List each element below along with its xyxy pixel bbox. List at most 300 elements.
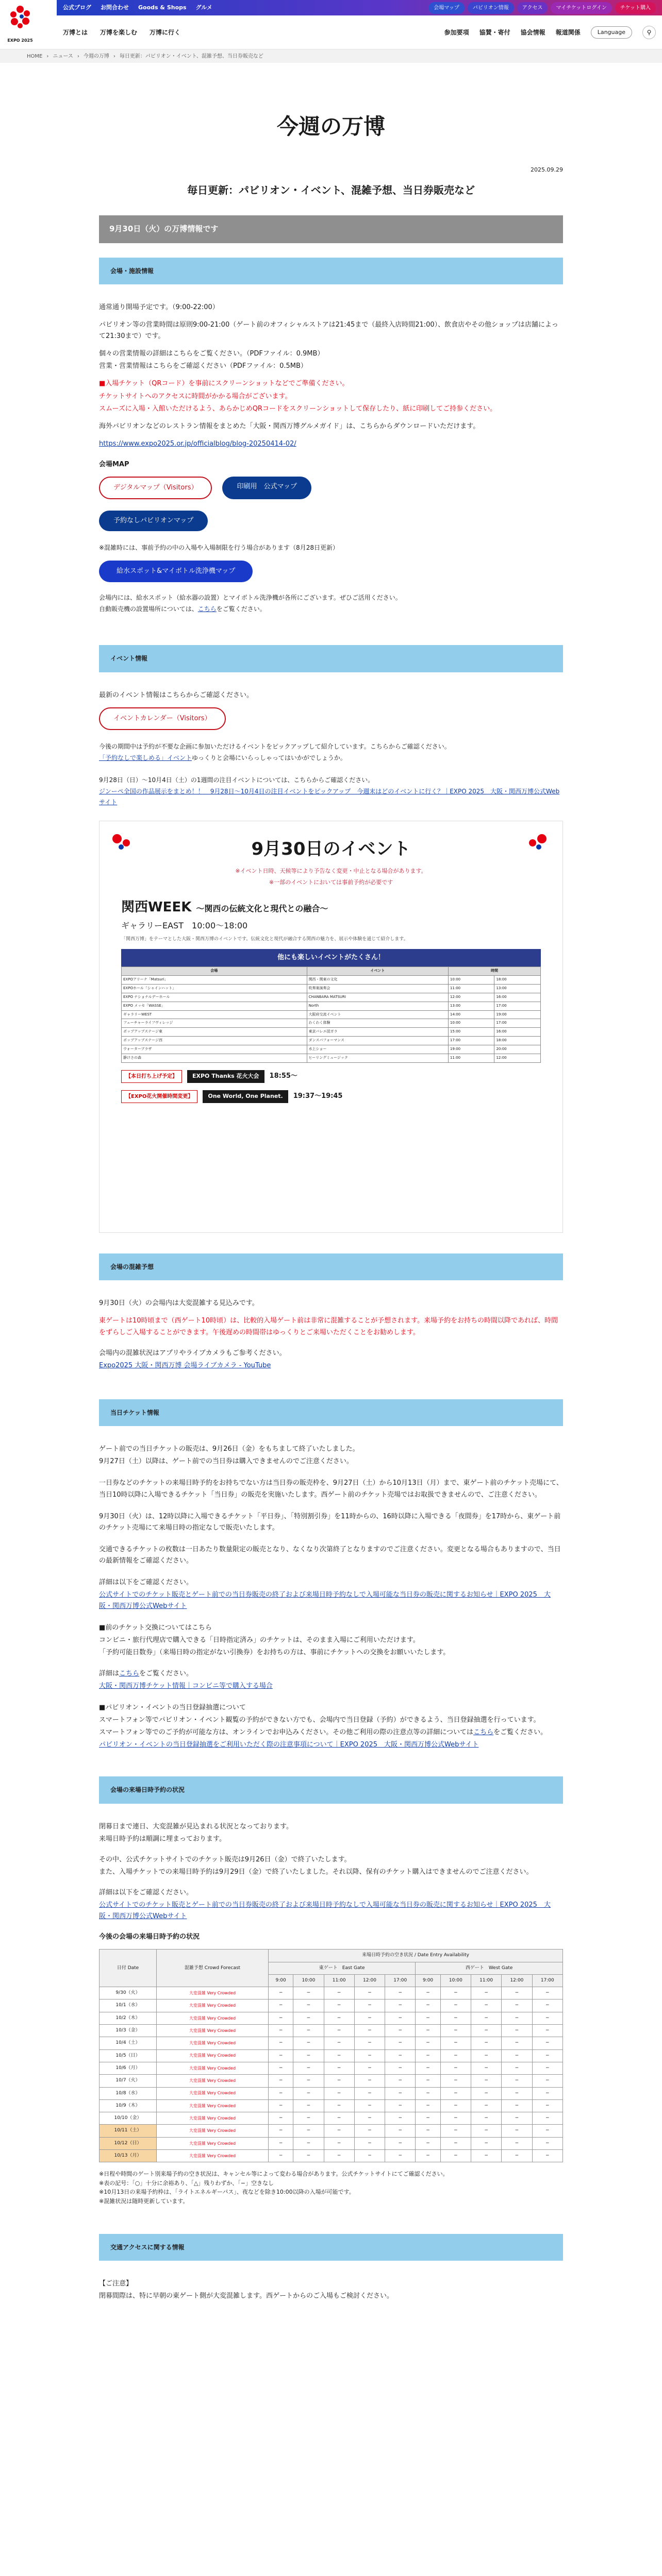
availability-cell: − <box>440 1987 471 1999</box>
poster-event-cell: 10:00 <box>448 976 494 985</box>
decor-dots-icon <box>521 832 552 852</box>
poster-event-cell: 16:00 <box>494 1028 541 1037</box>
poster-event-cell: 水上ショー <box>307 1045 448 1054</box>
reservation-row <box>100 2049 563 2062</box>
availability-cell: − <box>440 2099 471 2112</box>
poster-description: 「関西万博」をテーマとした大阪・関西万博のイベントです。伝統文化と現代が融合する関西の魅力を、展示や体験を通じて紹介します。 <box>121 936 408 942</box>
pill-myticket[interactable]: マイチケットログイン <box>551 2 611 14</box>
no-reservation-map-button[interactable]: 予約なしパビリオンマップ <box>99 511 208 531</box>
slot-header: 17:00 <box>532 1974 562 1987</box>
crowd-forecast: 大変混雑 Very Crowded <box>157 2087 269 2099</box>
availability-cell: − <box>324 2137 354 2149</box>
poster-kansai-week: 関西WEEK <box>121 900 192 916</box>
crowd-forecast: 大変混雑 Very Crowded <box>157 2137 269 2149</box>
fireworks-change-time: 19:37〜19:45 <box>293 1092 343 1100</box>
availability-cell: − <box>416 2062 440 2074</box>
search-icon[interactable]: ⚲ <box>642 26 656 39</box>
availability-cell: − <box>471 2150 502 2162</box>
poster-event-cell: 東京バレエ団ガラ <box>307 1028 448 1037</box>
availability-cell: − <box>293 2087 324 2099</box>
crowd-forecast: 大変混雑 Very Crowded <box>157 2012 269 2024</box>
availability-cell: − <box>471 1999 502 2012</box>
site-header <box>0 0 662 49</box>
availability-cell: − <box>471 2062 502 2074</box>
availability-cell: − <box>416 1999 440 2012</box>
pill-map[interactable]: 会場マップ <box>428 2 465 14</box>
ticket-notice-link[interactable]: 公式サイトでのチケット販売とゲート前での当日券販売の終了および来場日時予約なしで入場可能な当日券の販売に関するお知らせ｜EXPO 2025 大阪・関西万博公式Webサイト <box>99 1591 551 1611</box>
poster-event-cell: 11:00 <box>448 1054 494 1063</box>
poster-event-cell: 吹奏楽演奏会 <box>307 984 448 993</box>
article-content <box>99 108 563 2329</box>
availability-cell: − <box>532 2099 562 2112</box>
ticket-p: ■前のチケット交換についてはこちら <box>99 1624 212 1632</box>
hours-line: パビリオン等の営業時間は原則9:00-21:00（ゲート前のオフィシャルストアは21:45まで（最終入店時間21:00）、飲食店やその他ショップは店舗によって21:30まで）です。 <box>99 321 558 341</box>
availability-cell: − <box>354 2075 385 2087</box>
availability-cell: − <box>502 2150 532 2162</box>
event-calendar-button[interactable]: イベントカレンダー（Visitors） <box>99 707 226 730</box>
availability-cell: − <box>293 2137 324 2149</box>
crowd-lead: 9月30日（火）の会場内は大変混雑する見込みです。 <box>99 1299 259 1308</box>
reservation-table <box>99 1949 563 2162</box>
reservation-date: 10/4（土） <box>100 2037 157 2049</box>
availability-cell: − <box>385 2012 416 2024</box>
availability-cell: − <box>385 2150 416 2162</box>
availability-cell: − <box>440 2125 471 2137</box>
reservation-date: 10/6（月） <box>100 2062 157 2074</box>
reservation-row <box>100 1999 563 2012</box>
availability-cell: − <box>502 2099 532 2112</box>
nav-association[interactable]: 協会情報 <box>520 28 545 36</box>
availability-cell: − <box>293 2150 324 2162</box>
poster-event-cell: 大阪府交流イベント <box>307 1010 448 1019</box>
events-note-rest: ゆっくりと会場にいらっしゃってはいかがでしょうか。 <box>192 754 346 762</box>
section-hours-title: 会場・施設情報 <box>99 258 563 284</box>
availability-cell: − <box>324 2125 354 2137</box>
availability-cell: − <box>440 2037 471 2049</box>
availability-cell: − <box>502 2037 532 2049</box>
availability-cell: − <box>324 2075 354 2087</box>
live-camera-link[interactable]: Expo2025 大阪・関西万博 会場ライブカメラ - YouTube <box>99 1361 271 1369</box>
availability-cell: − <box>502 2062 532 2074</box>
availability-cell: − <box>268 2150 293 2162</box>
reservation-date: 10/11（土） <box>100 2125 157 2137</box>
availability-cell: − <box>324 2037 354 2049</box>
reservation-date: 10/10（金） <box>100 2112 157 2125</box>
reservation-row <box>100 2137 563 2149</box>
availability-cell: − <box>440 2112 471 2125</box>
top-link-blog[interactable]: 公式ブログ <box>63 4 91 11</box>
water-note: 会場内には、給水スポット（給水器の設置）とマイボトル洗浄機が各所にございます。ぜひご活用ください。 <box>99 594 402 601</box>
reservation-row <box>100 2075 563 2087</box>
reservation-note: ※10月13日の来場予約枠は、「ライトエネルギーパス」、夜などを除き10:00以降の入場が可能です。 <box>99 2189 355 2196</box>
poster-event-cell: 14:00 <box>448 1010 494 1019</box>
language-button[interactable]: Language <box>591 26 632 39</box>
ticket-p: 交通できるチケットの枚数は一日あたり数量限定の販売となり、なくなり次第終了となりますのでご注意ください。変更となる場合もありますので、当日の最新情報をご確認ください。 <box>99 1545 561 1565</box>
page-subtitle: 毎日更新：パビリオン・イベント、混雑予想、当日券販売など <box>187 184 475 197</box>
availability-cell: − <box>324 2099 354 2112</box>
availability-cell: − <box>324 1987 354 1999</box>
availability-cell: − <box>385 2099 416 2112</box>
availability-cell: − <box>385 1987 416 1999</box>
fireworks-tag: 【本日打ち上げ予定】 <box>121 1070 182 1083</box>
reservation-note: ※表の記号：「○」十分に余裕あり、「△」残りわずか、「−」空きなし <box>99 2179 274 2187</box>
ticket-p: スマートフォン等でのご予約が可能な方は、オンラインでお申込みください。その他ご利用の際の注意点等の詳細については <box>99 1728 474 1736</box>
availability-cell: − <box>385 2087 416 2099</box>
section-access-title: 交通アクセスに関する情報 <box>99 2234 563 2261</box>
slot-header: 12:00 <box>502 1974 532 1987</box>
availability-cell: − <box>471 2025 502 2037</box>
availability-cell: − <box>385 2062 416 2074</box>
breadcrumb-news[interactable]: ニュース <box>53 53 73 59</box>
availability-cell: − <box>354 2125 385 2137</box>
availability-cell: − <box>502 2025 532 2037</box>
reservation-note: ※日程や時間のゲート別来場予約の空き状況は、キャンセル等によって変わる場合があります。公式チケットサイトにてご確認ください。 <box>99 2171 449 2178</box>
publish-date: 2025.09.29 <box>531 166 563 174</box>
poster-event-cell: 静けさの森 <box>122 1054 307 1063</box>
availability-cell: − <box>532 2062 562 2074</box>
day-banner: 9月30日（火）の万博情報です <box>99 215 563 243</box>
decor-dots-icon <box>110 832 141 852</box>
reservation-row <box>100 2037 563 2049</box>
availability-cell: − <box>385 2075 416 2087</box>
slot-header: 9:00 <box>416 1974 440 1987</box>
access-body: 閉幕間際は、特に早朝の東ゲート側が大変混雑します。西ゲートからのご入場もご検討ください。 <box>99 2292 393 2300</box>
availability-cell: − <box>440 1999 471 2012</box>
convenience-ticket-link[interactable]: 大阪・関西万博チケット情報｜コンビニ等で購入する場合 <box>99 1682 273 1690</box>
availability-cell: − <box>502 2112 532 2125</box>
availability-cell: − <box>416 2012 440 2024</box>
availability-cell: − <box>532 2137 562 2149</box>
poster-col-header: 時間 <box>448 967 540 976</box>
section-crowd-title: 会場の混雑予想 <box>99 1253 563 1280</box>
crowd-forecast: 大変混雑 Very Crowded <box>157 2099 269 2112</box>
ticket-warning: スムーズに入場・入館いただけるよう、あらかじめQRコードをスクリーンショットして保存したり、紙に印刷してご持参ください。 <box>99 404 497 413</box>
availability-cell: − <box>471 2125 502 2137</box>
slot-header: 11:00 <box>471 1974 502 1987</box>
availability-cell: − <box>440 2049 471 2062</box>
vending-link[interactable]: こちら <box>197 605 217 613</box>
ticket-detail-link[interactable]: こちら <box>119 1669 140 1677</box>
col-crowd: 混雑予想 Crowd Forecast <box>157 1950 269 1987</box>
reservation-date: 10/7（火） <box>100 2075 157 2087</box>
crowd-forecast: 大変混雑 Very Crowded <box>157 2150 269 2162</box>
poster-event-row <box>122 1045 541 1054</box>
availability-cell: − <box>268 2137 293 2149</box>
weekly-events-link[interactable]: ジンーペ全国の作品展示をまとめ！！ 9月28日〜10月4日の注目イベントをピックアップ 今週末はどのイベントに行く？｜EXPO 2025 大阪・関西万博公式Webサイト <box>99 788 560 806</box>
ticket-p: 「予約可能日数券」（来場日時の指定がない引換券）をお持ちの方は、事前にチケットへの交換をお願いいたします。 <box>99 1649 450 1657</box>
availability-cell: − <box>471 2087 502 2099</box>
availability-cell: − <box>324 2062 354 2074</box>
availability-cell: − <box>502 2075 532 2087</box>
gourmet-guide-link[interactable]: https://www.expo2025.or.jp/officialblog/blog-20250414-02/ <box>99 439 296 448</box>
vending-note-end: をご覧ください。 <box>216 605 266 613</box>
poster-event-cell: 15:00 <box>448 1028 494 1037</box>
availability-cell: − <box>293 2037 324 2049</box>
availability-cell: − <box>532 2087 562 2099</box>
poster-event-cell: 13:00 <box>494 984 541 993</box>
map-label: 会場MAP <box>99 460 129 468</box>
breadcrumb-home[interactable]: HOME <box>27 53 43 59</box>
poster-event-row <box>122 1019 541 1028</box>
poster-event-cell: North <box>307 1002 448 1010</box>
fireworks-time: 18:55〜 <box>269 1072 297 1080</box>
no-reservation-events-link[interactable]: 「予約なしで楽しめる」イベント <box>99 754 192 762</box>
fireworks-change-title: One World, One Planet. <box>203 1090 288 1103</box>
availability-cell: − <box>532 2112 562 2125</box>
crowd-forecast: 大変混雑 Very Crowded <box>157 2062 269 2074</box>
availability-cell: − <box>268 2099 293 2112</box>
reservation-row <box>100 2025 563 2037</box>
poster-col-header: イベント <box>307 967 448 976</box>
availability-cell: − <box>324 2049 354 2062</box>
crowd-forecast: 大変混雑 Very Crowded <box>157 2037 269 2049</box>
poster-time: 10:00〜18:00 <box>192 921 248 931</box>
availability-cell: − <box>471 2049 502 2062</box>
reserve-p: また、入場チケットでの来場日時予約は9月29日（金）で終了いたしました。それ以降、保有のチケット購入はできませんのでご注意ください。 <box>99 1868 533 1876</box>
reservation-row <box>100 2150 563 2162</box>
logo-text: EXPO 2025 <box>7 38 33 43</box>
top-link-contact[interactable]: お問合わせ <box>101 4 129 11</box>
availability-cell: − <box>354 2150 385 2162</box>
poster-note: ※イベント日時、天候等により予告なく変更・中止となる場合があります。 <box>235 867 427 874</box>
breadcrumb: HOME › ニュース › 今週の万博 › 毎日更新：パビリオン・イベント、混雑予想、当日券販売など <box>0 49 662 63</box>
poster-band: 他にも楽しいイベントがたくさん！ <box>121 949 541 967</box>
availability-cell: − <box>385 2049 416 2062</box>
poster-event-cell: ギャラリーWEST <box>122 1010 307 1019</box>
reserve-p: 来場日時予約は順調に埋まっております。 <box>99 1835 226 1843</box>
availability-cell: − <box>440 2075 471 2087</box>
reservation-row <box>100 2012 563 2024</box>
availability-cell: − <box>440 2012 471 2024</box>
reservation-date: 10/1（水） <box>100 1999 157 2012</box>
availability-cell: − <box>416 2087 440 2099</box>
availability-cell: − <box>293 2062 324 2074</box>
availability-cell: − <box>268 2037 293 2049</box>
vending-note: 自動販売機の設置場所については、 <box>99 605 198 613</box>
poster-event-cell: 17:00 <box>494 1002 541 1010</box>
events-note: 今後の期間中は予約が不要な企画に参加いただけるイベントをピックアップして紹介しています。こちらからご確認ください。 <box>99 743 451 751</box>
poster-event-cell: ポップアップステージ西 <box>122 1037 307 1045</box>
availability-cell: − <box>385 2025 416 2037</box>
gourmet-guide-text: 海外パビリオンなどのレストラン情報をまとめた「大阪・関西万博グルメガイド」は、こちらからダウンロードいただけます。 <box>99 422 480 430</box>
reservation-row <box>100 2087 563 2099</box>
poster-event-cell: CHANBARA MATSURI <box>307 993 448 1002</box>
availability-cell: − <box>293 2075 324 2087</box>
events-lead: 最新のイベント情報はこちらからご確認ください。 <box>99 691 254 699</box>
breadcrumb-current: 毎日更新：パビリオン・イベント、混雑予想、当日券販売など <box>119 53 263 59</box>
crowd-forecast: 大変混雑 Very Crowded <box>157 2049 269 2062</box>
ticket-p: スマートフォン等でパビリオン・イベント観覧の予約ができない方でも、会場内で当日登録（予約）ができるよう、当日登録抽選を行っています。 <box>99 1716 540 1724</box>
poster-event-row <box>122 984 541 993</box>
slot-header: 10:00 <box>293 1974 324 1987</box>
crowd-link-lead: 会場内の混雑状況はアプリやライブカメラもご参考ください。 <box>99 1349 286 1357</box>
availability-cell: − <box>293 2025 324 2037</box>
pill-access[interactable]: アクセス <box>517 2 548 14</box>
poster-note: ※一部のイベントにおいては事前予約が必要です <box>269 879 393 886</box>
nav-sponsor[interactable]: 協賛・寄付 <box>479 28 510 36</box>
nav-participate[interactable]: 参加要項 <box>444 28 469 36</box>
poster-event-cell: 関西・関東の文化 <box>307 976 448 985</box>
availability-cell: − <box>502 2012 532 2024</box>
ticket-warning: ■入場チケット（QRコード）を事前にスクリーンショットなどでご準備ください。 <box>99 380 349 388</box>
availability-cell: − <box>354 2049 385 2062</box>
availability-cell: − <box>354 2099 385 2112</box>
availability-cell: − <box>416 2037 440 2049</box>
poster-event-cell: 18:00 <box>494 976 541 985</box>
expo-logo[interactable] <box>7 4 33 42</box>
ticket-p: コンビニ・旅行代理店で購入できる「日時指定済み」のチケットは、そのまま入場にご利用いただけます。 <box>99 1636 420 1645</box>
poster-event-cell: 20:00 <box>494 1045 541 1054</box>
availability-cell: − <box>471 2112 502 2125</box>
poster-event-cell: EXPO メッセ「WASSE」 <box>122 1002 307 1010</box>
availability-cell: − <box>471 2099 502 2112</box>
availability-cell: − <box>440 2062 471 2074</box>
reservation-date: 10/12（日） <box>100 2137 157 2149</box>
pill-pavilion[interactable]: パビリオン情報 <box>468 2 514 14</box>
availability-cell: − <box>416 2112 440 2125</box>
availability-cell: − <box>471 2137 502 2149</box>
poster-col-header: 会場 <box>122 967 307 976</box>
availability-cell: − <box>532 2037 562 2049</box>
access-lead: 【ご注意】 <box>99 2280 133 2288</box>
availability-cell: − <box>293 2049 324 2062</box>
reserve-notice-link[interactable]: 公式サイトでのチケット販売とゲート前での当日券販売の終了および来場日時予約なしで入場可能な当日券の販売に関するお知らせ｜EXPO 2025 大阪・関西万博公式Webサイト <box>99 1901 551 1921</box>
reservation-date: 10/3（金） <box>100 2025 157 2037</box>
reservation-date: 9/30（火） <box>100 1987 157 1999</box>
poster-event-row <box>122 1037 541 1045</box>
availability-cell: − <box>385 2137 416 2149</box>
poster-event-cell: ヒーリングミュージック <box>307 1054 448 1063</box>
poster-event-cell: ポップアップステージ東 <box>122 1028 307 1037</box>
availability-cell: − <box>293 2125 324 2137</box>
crowd-forecast: 大変混雑 Very Crowded <box>157 2112 269 2125</box>
availability-cell: − <box>324 2012 354 2024</box>
nav-enjoy[interactable]: 万博を楽しむ <box>100 28 138 36</box>
crowd-forecast: 大変混雑 Very Crowded <box>157 2125 269 2137</box>
availability-cell: − <box>354 2025 385 2037</box>
page-title: 今週の万博 <box>276 114 385 139</box>
col-date: 日付 Date <box>100 1950 157 1987</box>
reservation-date: 10/9（木） <box>100 2099 157 2112</box>
lottery-notice-link[interactable]: パビリオン・イベントの当日登録抽選をご利用いただく際の注意事項について｜EXPO 2025 大阪・関西万博公式Webサイト <box>99 1741 479 1749</box>
ticket-p: 一日券などのチケットの来場日時予約をお持ちでない方は当日券の販売枠を、9月27日（土）から10月13日（月）まで、東ゲート前のチケット売場にて、当日10時以降に入場できるチケット「当日券」の販売を実施いたします。西ゲート前のチケット売場ではお取扱できませんので、ご注意ください。 <box>99 1479 563 1499</box>
reservation-row <box>100 2125 563 2137</box>
availability-cell: − <box>416 2025 440 2037</box>
poster-event-row <box>122 1002 541 1010</box>
availability-cell: − <box>440 2087 471 2099</box>
poster-kansai-sub: 〜関西の伝統文化と現代との融合〜 <box>196 904 328 914</box>
fireworks-change-tag: 【EXPO花火開催時間変更】 <box>121 1090 197 1103</box>
availability-cell: − <box>471 2075 502 2087</box>
water-spot-map-button[interactable]: 給水スポット&マイボトル洗浄機マップ <box>99 561 253 582</box>
slot-header: 17:00 <box>385 1974 416 1987</box>
top-link-goods[interactable]: Goods & Shops <box>138 4 187 11</box>
poster-event-cell: わくわく体験 <box>307 1019 448 1028</box>
availability-cell: − <box>385 2037 416 2049</box>
section-reserve-title: 会場の来場日時予約の状況 <box>99 1776 563 1803</box>
nav-press[interactable]: 報道関係 <box>555 28 581 36</box>
availability-cell: − <box>532 1999 562 2012</box>
availability-cell: − <box>471 1987 502 1999</box>
reservation-date: 10/13（月） <box>100 2150 157 2162</box>
poster-event-row <box>122 1028 541 1037</box>
ticket-p: 9月27日（土）以降は、ゲート前での当日券は購入できませんのでご注意ください。 <box>99 1458 353 1466</box>
ticket-p: をご覧ください。 <box>139 1669 193 1677</box>
poster-event-cell: 12:00 <box>494 1054 541 1063</box>
availability-cell: − <box>293 1999 324 2012</box>
top-link-gourmet[interactable]: グルメ <box>195 4 212 11</box>
reservation-row <box>100 2112 563 2125</box>
availability-cell: − <box>268 2075 293 2087</box>
poster-event-cell: 10:00 <box>448 1019 494 1028</box>
poster-event-cell: 11:00 <box>448 984 494 993</box>
ticket-p: 9月30日（火）は、12時以降に入場できるチケット「平日券」、「特別割引券」を11時からの、16時以降に入場できる「夜間券」を17時から、東ゲート前のチケット売場にて来場日時の指定なしで販売いたします。 <box>99 1512 561 1532</box>
breadcrumb-weekly[interactable]: 今週の万博 <box>83 53 109 59</box>
availability-cell: − <box>416 2099 440 2112</box>
pill-buy-ticket[interactable]: チケット購入 <box>615 2 656 14</box>
poster-event-cell: ウォータープラザ <box>122 1045 307 1054</box>
availability-cell: − <box>324 2025 354 2037</box>
availability-cell: − <box>532 1987 562 1999</box>
poster-event-row <box>122 1054 541 1063</box>
reservation-row <box>100 1987 563 1999</box>
availability-cell: − <box>268 1987 293 1999</box>
availability-cell: − <box>502 2137 532 2149</box>
slot-header: 12:00 <box>354 1974 385 1987</box>
nav-about[interactable]: 万博とは <box>63 28 88 36</box>
availability-cell: − <box>293 1987 324 1999</box>
fireworks-title: EXPO Thanks 花火大会 <box>187 1070 264 1083</box>
poster-event-cell: 17:00 <box>448 1037 494 1045</box>
ticket-p: をご覧ください。 <box>493 1728 548 1736</box>
availability-cell: − <box>532 2049 562 2062</box>
digital-map-button[interactable]: デジタルマップ（Visitors） <box>99 477 212 499</box>
hours-line: 通常通り開場予定です。（9:00-22:00） <box>99 303 219 311</box>
col-availability: 来場日時予約の空き状況 / Date Entry Availability <box>268 1950 562 1962</box>
hours-line: 営業・営業情報はこちらをご確認ください（PDFファイル：0.5MB） <box>99 362 307 370</box>
poster-event-cell: 16:00 <box>494 993 541 1002</box>
reservation-row <box>100 2062 563 2074</box>
availability-cell: − <box>502 1987 532 1999</box>
availability-cell: − <box>471 2012 502 2024</box>
lottery-detail-link[interactable]: こちら <box>473 1728 494 1736</box>
print-map-button[interactable]: 印刷用 公式マップ <box>222 477 311 499</box>
poster-title: 9月30日のイベント <box>251 838 411 859</box>
availability-cell: − <box>354 2112 385 2125</box>
availability-cell: − <box>502 2125 532 2137</box>
availability-cell: − <box>471 2037 502 2049</box>
availability-cell: − <box>354 1987 385 1999</box>
section-ticket-title: 当日チケット情報 <box>99 1399 563 1426</box>
reservation-date: 10/5（日） <box>100 2049 157 2062</box>
poster-venue: ギャラリーEAST <box>121 921 184 931</box>
crowd-warning: 東ゲートは10時頃まで（西ゲート10時頃）は、比較的入場ゲート前は非常に混雑することが予想されます。来場予約をお持ちの時間以降であれば、時間をずらしご入場することができます。午後遅めの時間帯はゆっくりとご来場いただくことをお勧めします。 <box>99 1317 558 1336</box>
availability-cell: − <box>416 2049 440 2062</box>
poster-event-cell: フューチャーライフヴィレッジ <box>122 1019 307 1028</box>
availability-cell: − <box>268 2087 293 2099</box>
section-events-title: イベント情報 <box>99 645 563 672</box>
availability-cell: − <box>532 2075 562 2087</box>
availability-cell: − <box>440 2137 471 2149</box>
availability-cell: − <box>268 2049 293 2062</box>
crowd-forecast: 大変混雑 Very Crowded <box>157 2075 269 2087</box>
availability-cell: − <box>293 2012 324 2024</box>
ticket-warning: チケットサイトへのアクセスに時間がかかる場合がございます。 <box>99 392 292 400</box>
availability-cell: − <box>293 2112 324 2125</box>
nav-visit[interactable]: 万博に行く <box>150 28 181 36</box>
map-note: ※混雑時には、事前予約の中の入場や入場制限を行う場合があります（8月28日更新） <box>99 544 339 552</box>
poster-event-cell: 18:00 <box>494 1037 541 1045</box>
